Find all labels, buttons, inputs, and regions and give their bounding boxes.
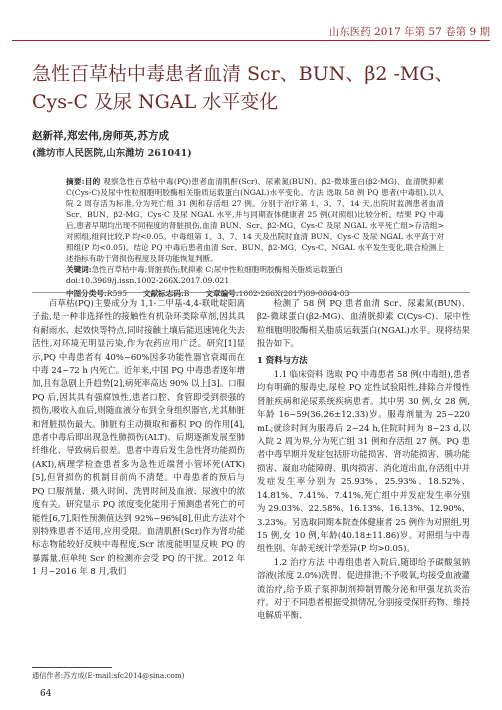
affiliation: (潍坊市人民医院,山东潍坊 261041): [32, 148, 192, 159]
doc-code-label: 文献标志码:: [143, 289, 184, 298]
page-number: 64: [40, 689, 52, 699]
authors: 赵新祥,郑宏伟,房师英,苏方成: [32, 130, 169, 142]
keywords-text: 急性百草枯中毒;肾脏损伤;胱抑素 C;尿中性粒细胞明胶酶相关脂质运载蛋白: [91, 265, 343, 274]
article-label: 文章编号:: [205, 289, 239, 298]
abstract: [66, 176, 444, 299]
intro-paragraph: 百草枯(PQ)主要成分为 1,1-二甲基-4,4-联吡啶阳离子盐,是一种非选择性的接触性有机杂环类除草剂,因其具有耐雨水、起效快等特点,同时接触土壤后能迅速钝化失去活性,对环境无明显污染,作为农药应用广泛。研究[1]显示,PQ 中毒患者有 40%~60%因多功能性器官衰竭而在中毒 24~72 h 内死亡。近年来,中国 PQ 中毒患者逐年增加,且有急剧上升趋势[2],病死率高达 90% 以上[3]。口服 PQ 后,因其具有强腐蚀性,患者口腔、食管即受到很强的损伤,吸收入血后,则随血液分布到全身组织器官,尤其肺脏和肾脏损伤最大。肺脏有主动摄取和蓄积 PQ 的作用[4],患者中毒后即出现急性肺损伤(ALT)、后期逐渐发展至肺纤维化、导致病后很差。患者中毒后发生急性肾功能损伤(AKI),病理学检查患者多为急性近端肾小管坏死(ATK)[5],但肾损伤的机制目前尚不清楚。中毒患者的预后与 PQ 口服剂量、摄入时间、洗胃时间及血液、尿液中的浓度有关。研究显示 PQ 浓度变化能用于预测患者死亡的可能性[6,7],阳性预测值达到 92%~96%[8],但此方法对个别特殊患者不适用,应用受限。血清肌酐(Scr)作为肾功能标志物能较好反映中毒程度,Scr 浓度能明显反映 PQ 的暴露量,但单纯 Scr 的检测亦会受 PQ 的干扰。2012 年 1 月~2016 年 8 月,我们: [32, 298, 245, 577]
corresponding-author: 通信作者:苏方成(E-mail:sfc2014@sina.com): [32, 671, 185, 680]
abstract-label: 摘要:目的: [66, 177, 101, 186]
abstract-body: 观察急性百草枯中毒(PQ)患者血清肌酐(Scr)、尿素氮(BUN)、β2-微球蛋白(β2-MG)、血清胱抑素C(Cys-C)及尿中性粒细胞明胶酶相关脂质运载蛋白(NGAL)水平变化。方法 选取 58 例 PQ 患者(中毒组),以人院 2 周存活为标准,分为死亡组 31 例和存活组 27 例。分别于治疗第 1、3、7、14 天,出院时监测患者血清 Scr、BUN、β2-MG、Cys-C 及尿 NGAL 水平,并与同期查体健康者 25 例(对照组)比较分析。结果 PQ 中毒后,患者早期均出现不同程度的肾脏损伤,血清 BUN、Scr、β2-MG、Cys-C 及尿 NGAL 水平死亡组>存活组>对照组,组间比较,P 均<0.05。中毒组第 1、3、7、14 天及出院时血清 BUN、Cys-C 及尿 NGAL 水平高于对照组(P 均<0.05)。结论 PQ 中毒后患者血清 Scr、BUN、β2-MG、Cys-C、NGAL 水平发生变化,联合检测上述指标有助于肾损伤程度及肾功能恢复判断。: [66, 177, 444, 263]
footnote-rule: [32, 667, 112, 668]
clinical-data-paragraph: 1.1 临床资料 选取 PQ 中毒患者 58 例(中毒组),患者均有明确的服毒史,尿检 PQ 定性试验阳性,排除合并慢性肾脏疾病和泌尿系统疾病患者。其中男 30 例,女 28 例,年龄 16~59(36.26±12.33)岁。服毒剂量为 25~220 mL;就诊时间为服毒后 2~24 h,住院时间为 8~23 d,以入院 2 周为界,分为死亡组 31 例和存活组 27 例。PQ 患者中毒早期并发症包括肝功能损害、肾功能损害、胰功能损害、凝血功能障碍、肌肉损害、消化道出血,存活组中并发症发生率分别为 25.93%、25.93%、18.52%、14.81%、7.41%、7.41%,死亡组中并发症发生率分别为 29.03%、22.58%、16.13%、16.13%、12.90%、3.23%。另选取同期本院查体健康者 25 例作为对照组,男 15 例,女 10 例,年龄(40.18±11.86)岁。对照组与中毒组性别、年龄无统计学差异(P 均>0.05)。: [257, 369, 470, 554]
doc-code-value: B: [183, 289, 190, 298]
section-divider: [32, 292, 470, 293]
keywords-label: 关键词:: [66, 265, 92, 274]
running-header: [0, 22, 502, 44]
intro-continued: 检测了 58 例 PQ 患者血清 Scr、尿素氮(BUN)、β2-微球蛋白(β2-MG)、血清胱抑素 C(Cys-C)、尿中性粒细胞明胶酶相关脂质运载蛋白(NGAL)水平。现将结果报告如下。: [257, 298, 470, 349]
journal-issue: 山东医药 2017 年第 57 卷第 9 期: [328, 26, 490, 38]
section-heading-1: 1 资料与方法: [257, 354, 308, 365]
keywords: [66, 264, 444, 275]
clc-label: 中图分类号:: [66, 289, 107, 298]
column-right: [257, 297, 470, 623]
article-value: 1002-266X(2017)09-0064-03: [238, 289, 350, 298]
article-title: 急性百草枯中毒患者血清 Scr、BUN、β2 -MG、Cys-C 及尿 NGAL 水平变化: [32, 63, 454, 113]
doi: doi:10.3969/j.issn.1002-266X.2017.09.021: [66, 276, 230, 285]
treatment-paragraph: 1.2 治疗方法 中毒组患者入院后,随即给予碳酸氢钠溶液(浓度 2.0%)洗胃、促进排泄;不予吸氧,均接受血液灌流治疗,给予质子泵抑制剂抑制胃酸分泌和甲强龙抗炎治疗。对于不同患者根据受损情况,分别接受保肝药物、维持电解质平衡、: [257, 556, 470, 621]
column-left: [32, 297, 245, 579]
clc-value: R595: [106, 289, 127, 298]
abstract-text: [66, 176, 444, 264]
header-rule: [12, 40, 490, 41]
